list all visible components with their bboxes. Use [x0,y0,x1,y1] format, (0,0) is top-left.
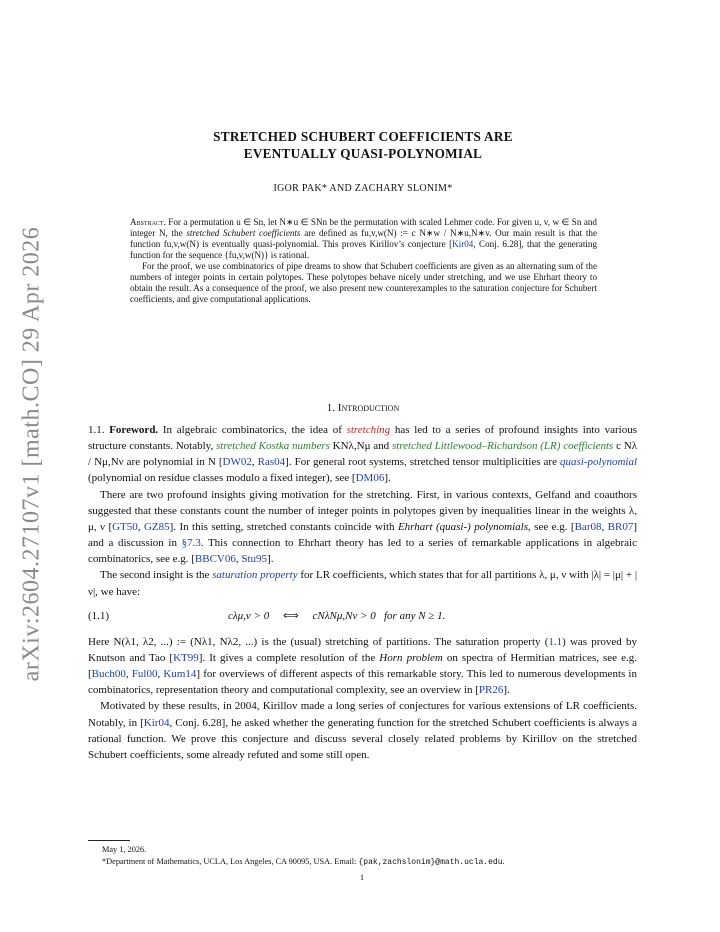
text: on spectra of Hermitian matrices, see e.g. [ [88,651,637,681]
text: c Nλ / Nμ,Nν are polynomial in N [ [88,440,638,469]
emphasis: Horn problem [379,651,443,664]
email-address[interactable]: {pak,zachslonim}@math.ucla.edu [358,858,503,867]
footnote-divider [88,840,130,841]
paper-title [88,128,638,162]
text: for LR coefficients, which states that for all partitions λ, μ, ν with |λ| = |μ| + |ν|, we have: [88,569,638,598]
abstract-text: , Conj. 6.28], that the generating function for the sequence {fu,v,w(N)} is rational. [130,239,597,261]
citation-link[interactable]: GT50 [112,520,138,533]
link-stretching[interactable]: stretching [346,424,391,436]
text: There are two profound insights giving motivation for the stretching. First, in various contexts, Gelfand and coauthors suggested that these constants count the number of integer points in polytopes given by inequalities linear in the weights λ, μ, ν [ [88,488,637,533]
subsection-number: 1.1. [88,424,105,436]
citation-link[interactable]: KT99 [173,651,199,664]
equation-1-1 [88,600,637,634]
citation-link[interactable]: GZ85 [143,520,170,533]
text: KNλ,Nμ and [332,440,390,453]
text: ] for overviews of different aspects of this remarkable story. This led to numerous developments in combinatorics, representation theory and computational complexity, see an overview in [ [88,668,637,697]
equation-ref-link[interactable]: 1.1 [548,635,563,648]
arxiv-identifier: arXiv:2604.27107v1 [math.CO] 29 Apr 2026 [18,226,45,682]
abstract-text: For a permutation u ∈ Sn, let N∗u ∈ SNn be the permutation with scaled Lehmer code. For given u, v, w ∈ Sn and integer N, the [130,217,597,239]
section-link[interactable]: §7.3 [181,537,201,550]
paragraph-5 [88,698,637,763]
citation-link[interactable]: Stu95 [241,553,268,566]
paragraph-2: There are two profound insights giving motivation for the stretching. First, in various contexts, Gelfand and coauthors suggested that these constants count the number of integer points in polytopes given by inequalities linear in the weights λ, μ, ν [GT50, GZ85]. In this setting, stretched constants coincide with Ehrhart (quasi-) polynomials, see e.g. [Bar08, BR07] and a discussion in §7.3. This connection to Ehrhart theory has led to a series of remarkable applications in algebraic combinatorics, see e.g. [BBCV06, Stu95]. [88,488,638,566]
text: , see e.g. [ [528,520,575,533]
paragraph-foreword: 1.1. Foreword. In algebraic combinatorics, the idea of stretching has led to a series of profound insights into various structure constants. Notably, stretched Kostka numbers KNλ,Nμ and stretched Littlewood–Richardson (LR) coefficients c Nλ / Nμ,Nν are polynomial in N [DW02, Ras04]. For general root systems, stretched tensor multiplicities are quasi-polynomial (polynomial on residue classes modulo a fixed integer), see [DM06]. [88,424,638,485]
text: ]. It gives a complete resolution of the [198,651,376,664]
text: ]. [503,684,510,697]
text: Here N(λ1, λ2, ...) := (Nλ1, Nλ2, ...) is the (usual) stretching of partitions. The saturation property ( [88,635,549,648]
abstract-emphasis: stretched Schubert coefficients [186,228,301,239]
text: ] and a discussion in [88,520,638,550]
body-text [88,422,637,763]
citation-link[interactable]: Kir04 [452,239,474,250]
page-number: 1 [359,872,365,882]
abstract [130,217,597,305]
equation-condition: for any N ≥ 1. [384,609,446,622]
citation-link[interactable]: Ras04 [257,456,286,469]
link-quasi-polynomial[interactable]: quasi-polynomial [560,456,638,469]
citation-link[interactable]: Kum14 [163,668,197,681]
text: . This connection to Ehrhart theory has led to a series of remarkable applications in algebraic combinatorics, see e.g. [ [88,537,637,566]
emphasis: Ehrhart (quasi-) polynomials [397,520,529,533]
section-heading-text: 1. Introduction [326,402,400,414]
citation-link[interactable]: PR26 [478,684,504,697]
citation-link[interactable]: DW02 [222,456,252,469]
link-lr-coefficients[interactable]: stretched Littlewood–Richardson (LR) coefficients [391,440,614,453]
text: ) was proved by Knutson and Tao [ [88,635,637,664]
equation-body [228,608,445,624]
text: ]. [267,553,274,566]
abstract-label: Abstract. [130,217,166,227]
text: , Conj. 6.28], he asked whether the generating function for the stretched Schubert coefficients is always a rational function. We prove this conjecture and discuss several closely related problems by Kirillov on the stretched Schubert coefficients, some already refuted and some still open. [88,716,637,761]
equation-label: (1.1) [88,609,110,622]
subsection-heading: Foreword. [109,424,159,436]
link-saturation-property[interactable]: saturation property [212,569,298,582]
footnote-date: May 1, 2026. [102,845,147,854]
text: The second insight is the [100,569,210,582]
link-kostka[interactable]: stretched Kostka numbers [215,440,330,453]
citation-link[interactable]: Buch00 [91,668,126,681]
paragraph-4: Here N(λ1, λ2, ...) := (Nλ1, Nλ2, ...) is the (usual) stretching of partitions. The saturation property (1.1) was proved by Knutson and Tao [KT99]. It gives a complete resolution of the Horn problem on spectra of Hermitian matrices, see e.g. [Buch00, Ful00, Kum14] for overviews of different aspects of this remarkable story. This led to numerous developments in combinatorics, representation theory and computational complexity, see an overview in [PR26]. [88,635,637,697]
equation-iff: ⟺ [282,609,299,622]
text: ]. For general root systems, stretched tensor multiplicities are [285,456,557,469]
citation-link[interactable]: Bar08 [574,520,602,533]
title-line-1: STRETCHED SCHUBERT COEFFICIENTS ARE [213,129,513,144]
text: has led to a series of profound insights into various structure constants. Notably, [88,424,637,453]
arxiv-sidebar-stamp [14,226,50,682]
citation-link[interactable]: DM06 [355,472,385,485]
equation-lhs: cλμ,ν > 0 [228,609,270,622]
text: ]. In this setting, stretched constants coincide with [169,520,395,533]
abstract-paragraph-1 [130,217,597,261]
section-heading [88,402,638,414]
abstract-text: are defined as fu,v,w(N) := c N∗w / N∗u,N∗v. Our main result is that the function fu,v,w(N) is eventually quasi-polynomial. This proves Kirillov’s conjecture [ [130,228,598,250]
text: ]. [384,472,391,485]
paragraph-3 [88,567,637,599]
citation-link[interactable]: BBCV06 [194,553,236,566]
text: In algebraic combinatorics, the idea of [162,424,342,436]
equation-rhs: cNλNμ,Nν > 0 [312,609,376,622]
author-list: IGOR PAK* AND ZACHARY SLONIM* [273,183,453,194]
citation-link[interactable]: BR07 [607,520,634,533]
abstract-paragraph-2: For the proof, we use combinatorics of pipe dreams to show that Schubert coefficients are given as an alternating sum of the numbers of integer points in certain polytopes. These polytopes behave nicely under stretching, and we use Ehrhart theory to obtain the result. As a consequence of the proof, we also present new counterexamples to the saturation conjecture for Schubert coefficients, and give computational applications. [130,261,597,305]
affiliation-text: *Department of Mathematics, UCLA, Los Angeles, CA 90095, USA. Email: [102,857,357,866]
title-line-2: EVENTUALLY QUASI-POLYNOMIAL [243,146,483,161]
text: (polynomial on residue classes modulo a fixed integer), see [ [88,472,356,485]
citation-link[interactable]: Kir04 [143,716,170,729]
citation-link[interactable]: Ful00 [131,668,158,681]
text: Motivated by these results, in 2004, Kirillov made a long series of conjectures for various extensions of LR coefficients. Notably, in [ [88,700,637,729]
footnote-affiliation: *Department of Mathematics, UCLA, Los Angeles, CA 90095, USA. Email: {pak,zachslonim}@math.ucla.edu. [102,857,505,867]
